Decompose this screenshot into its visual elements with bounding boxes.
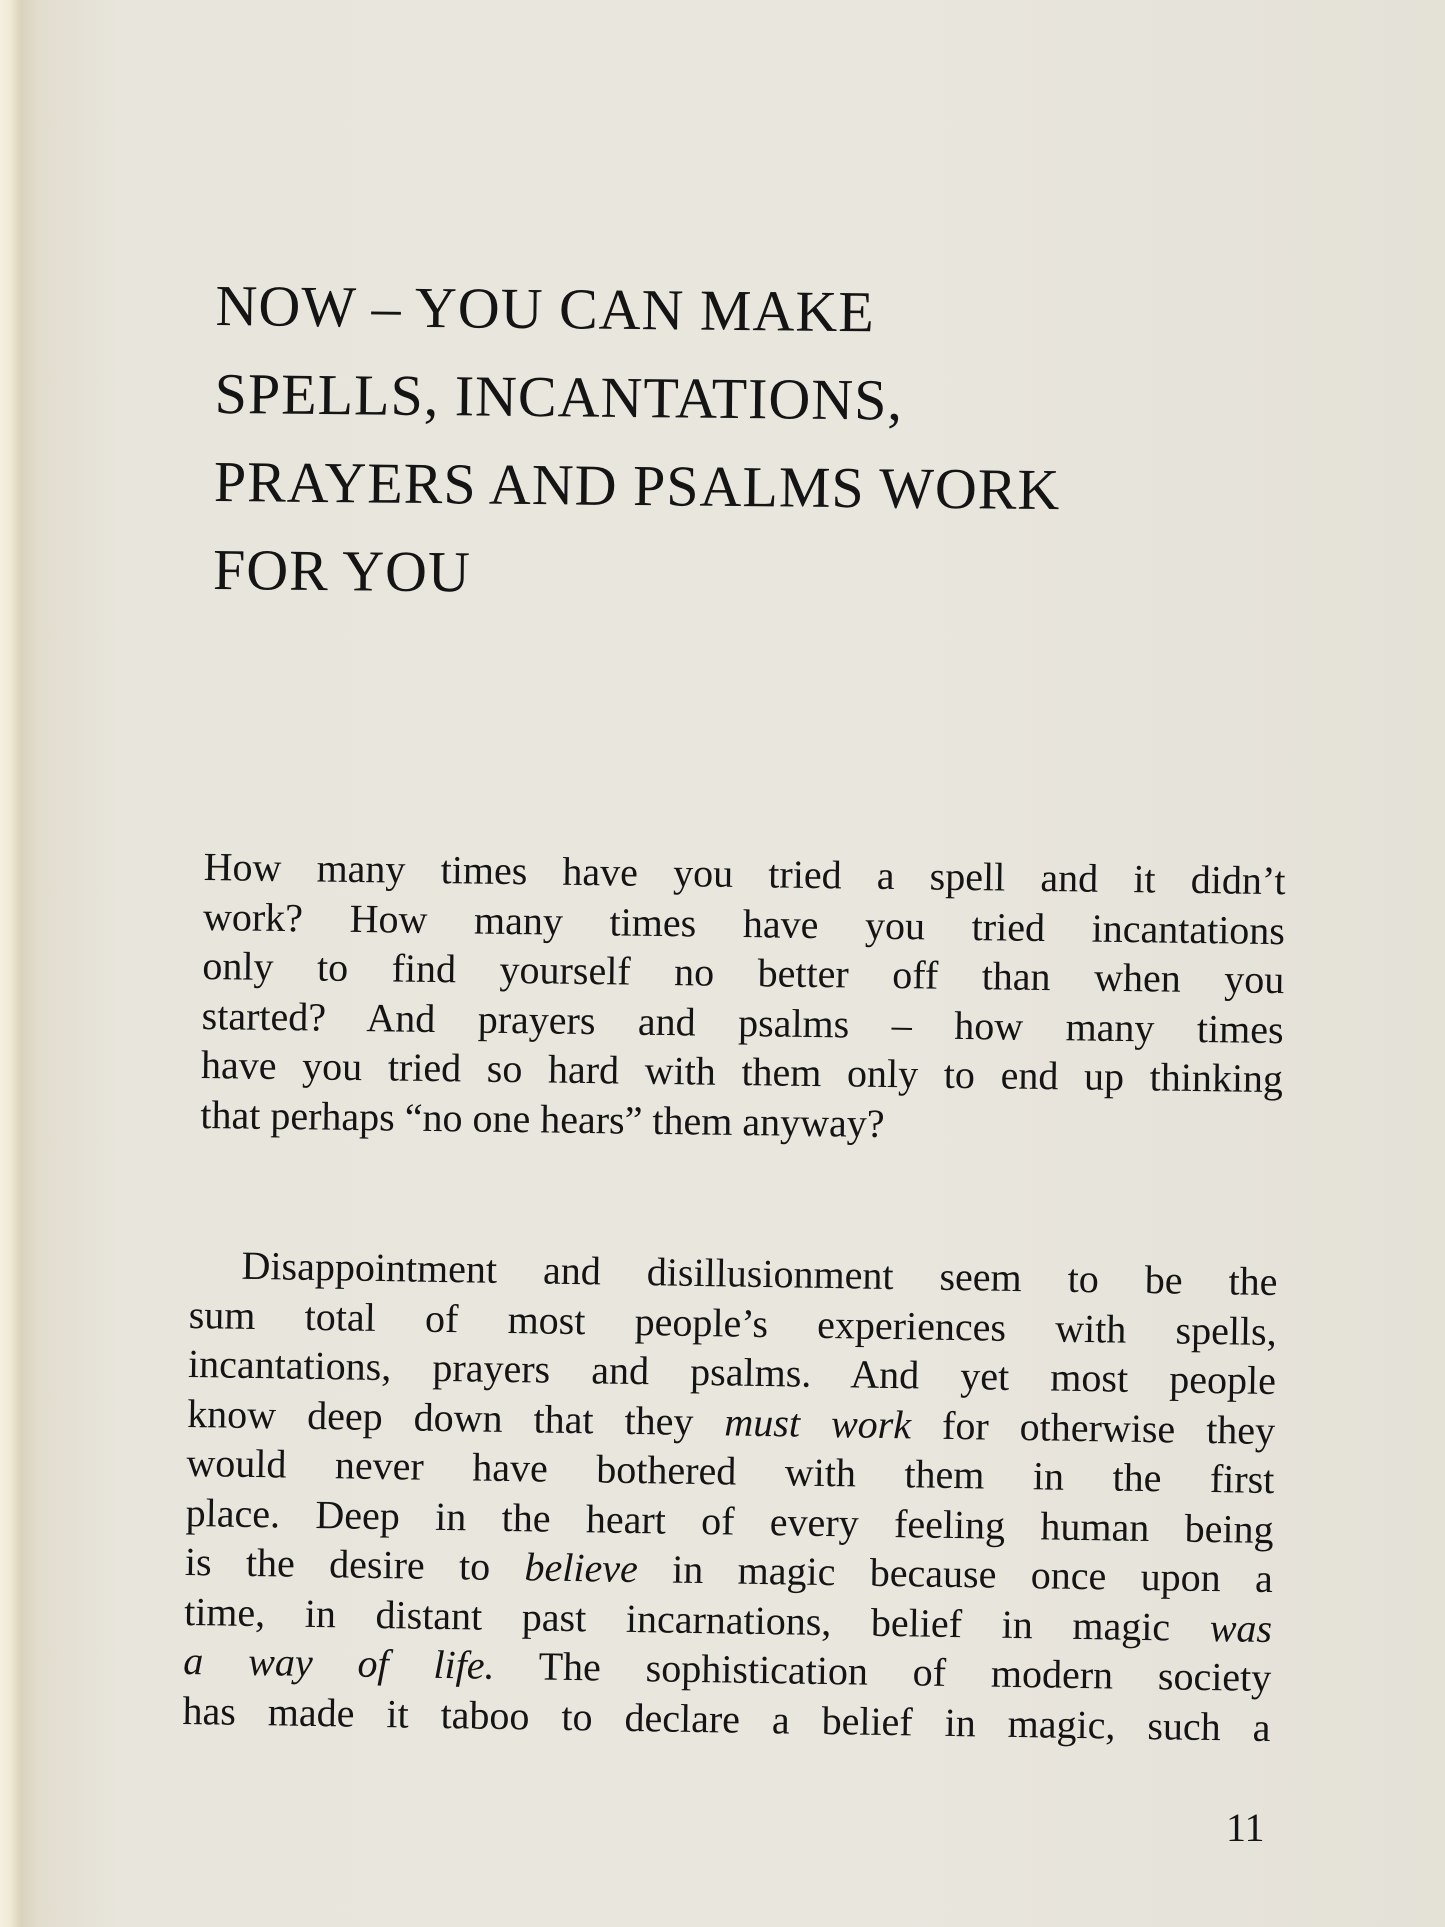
paragraph-1-line-6: that perhaps “no one hears” them anyway?: [200, 1091, 885, 1146]
paragraph-1-line-5: have you tried so hard with them only to end up thinking: [200, 1041, 1284, 1102]
paragraph-1-line-4: started? And prayers and psalms – how many times: [201, 992, 1284, 1052]
paragraph-2-line-1-text: Disappointment and disillusionment seem to be the: [241, 1242, 1278, 1305]
page-edge: [0, 0, 22, 1927]
title-line-3: PRAYERS AND PSALMS WORK: [213, 448, 1061, 523]
emphasis-was: was: [1209, 1604, 1273, 1651]
paragraph-2-line-6: place. Deep in the heart of every feeling human being: [185, 1489, 1274, 1552]
paragraph-2-line-10: has made it taboo to declare a belief in magic, such a: [182, 1687, 1271, 1750]
emphasis-must-work: must work: [724, 1398, 912, 1447]
emphasis-believe: believe: [524, 1544, 639, 1592]
paragraph-2-line-2: sum total of most people’s experiences with spells,: [188, 1291, 1278, 1354]
paragraph-2-line-9-b: The sophistication of modern society: [494, 1642, 1272, 1701]
emphasis-a-way-of-life: a way of life.: [183, 1637, 495, 1688]
paragraph-2-line-4-c: for otherwise they: [910, 1401, 1276, 1453]
paragraph-2-line-4-a: know deep down that they: [186, 1390, 725, 1444]
paragraph-1-line-3: only to find yourself no better off than when you: [202, 942, 1285, 1003]
paragraph-1: [200, 842, 1286, 1153]
title-line-2: SPELLS, INCANTATIONS,: [214, 360, 904, 433]
paragraph-indent: [189, 1278, 241, 1279]
title-line-4: FOR YOU: [212, 536, 472, 605]
paragraph-2-line-7-c: in magic because once upon a: [637, 1546, 1274, 1602]
paragraph-2-line-5: would never have bothered with them in the first: [186, 1439, 1275, 1503]
paragraph-2: [182, 1240, 1278, 1752]
paragraph-2-line-3: incantations, prayers and psalms. And yet most people: [187, 1340, 1277, 1404]
chapter-title: [213, 262, 1296, 624]
paragraph-2-line-8-a: time, in distant past incarnations, belief in magic: [183, 1588, 1211, 1650]
page-number: 11: [1226, 1805, 1265, 1850]
paragraph-1-line-1: How many times have you tried a spell and it didn’t: [203, 843, 1286, 904]
paragraph-1-line-2: work? How many times have you tried incantations: [202, 893, 1286, 953]
title-line-1: NOW – YOU CAN MAKE: [215, 272, 876, 345]
paragraph-2-line-7-a: is the desire to: [184, 1538, 525, 1590]
